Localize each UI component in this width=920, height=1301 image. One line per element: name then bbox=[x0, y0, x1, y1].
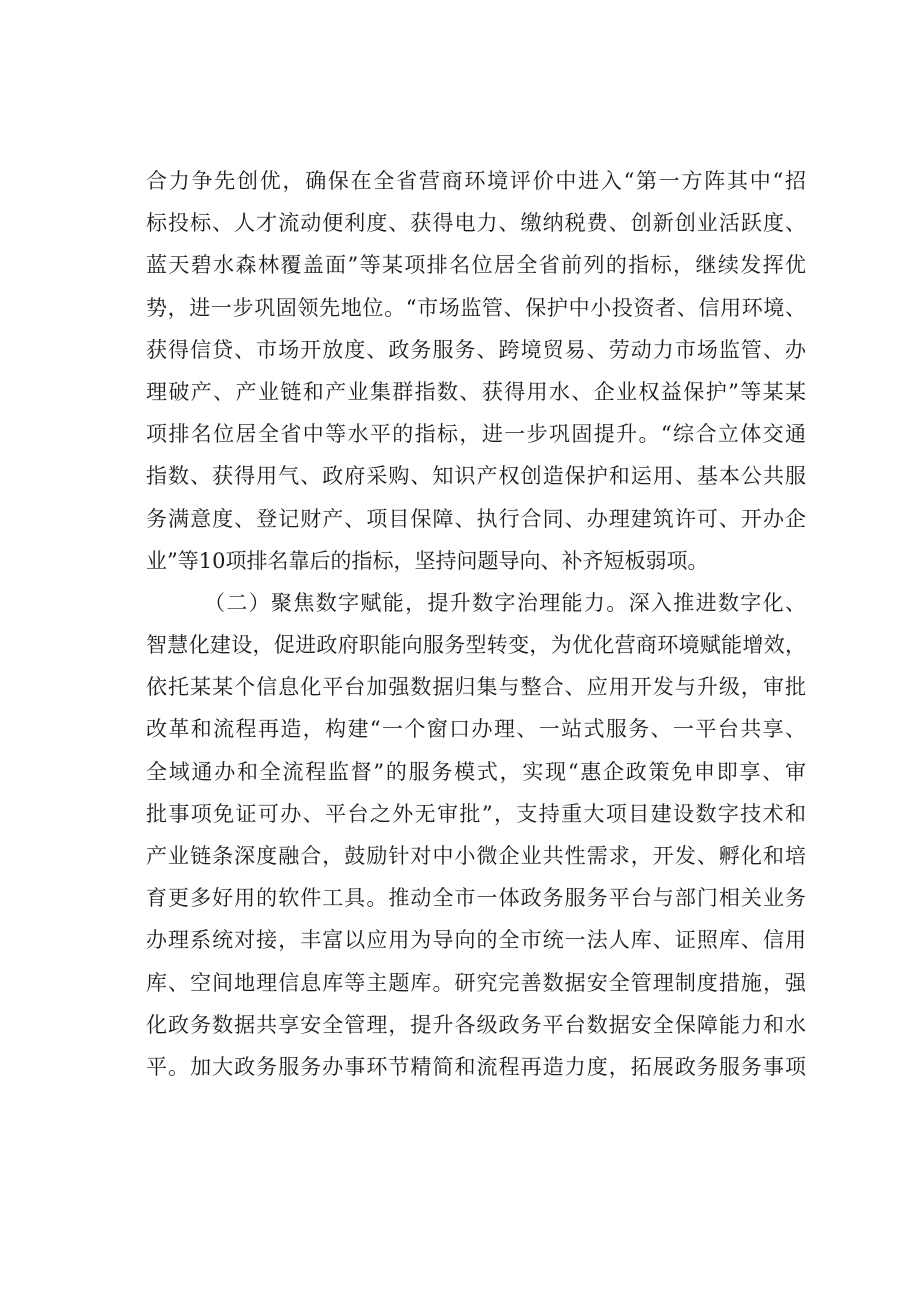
text-line: 批事项免证可办、平台之外无审批”，支持重大项目建设数字技术和 bbox=[146, 801, 806, 826]
text-line: 理破产、产业链和产业集群指数、获得用水、企业权益保护”等某某 bbox=[146, 379, 806, 404]
text-line: 育更多好用的软件工具。推动全市一体政务服务平台与部门相关业务 bbox=[146, 886, 806, 911]
text-line: 势，进一步巩固领先地位。“市场监管、保护中小投资者、信用环境、 bbox=[146, 295, 806, 320]
text-line: 标投标、人才流动便利度、获得电力、缴纳税费、创新创业活跃度、 bbox=[146, 211, 806, 236]
text-line: 合力争先创优，确保在全省营商环境评价中进入“第一方阵其中“招 bbox=[146, 169, 806, 193]
text-line: 平。加大政务服务办事环节精简和流程再造力度，拓展政务服务事项 bbox=[146, 1054, 806, 1079]
text-line: 指数、获得用气、政府采购、知识产权创造保护和运用、基本公共服 bbox=[146, 464, 806, 489]
section-heading-line: （二）聚焦数字赋能，提升数字治理能力。深入推进数字化、 bbox=[204, 590, 806, 615]
text-line: 改革和流程再造，构建“一个窗口办理、一站式服务、一平台共享、 bbox=[146, 717, 806, 742]
text-line: 全域通办和全流程监督”的服务模式，实现“惠企政策免申即享、审 bbox=[146, 759, 806, 784]
text-line: 化政务数据共享安全管理，提升各级政务平台数据安全保障能力和水 bbox=[146, 1012, 806, 1037]
text-line: 务满意度、登记财产、项目保障、执行合同、办理建筑许可、开办企 bbox=[146, 506, 806, 531]
text-line: 依托某某个信息化平台加强数据归集与整合、应用开发与升级，审批 bbox=[146, 675, 806, 700]
text-line: 业”等10项排名靠后的指标，坚持问题导向、补齐短板弱项。 bbox=[146, 548, 709, 573]
text-line: 办理系统对接，丰富以应用为导向的全市统一法人库、证照库、信用 bbox=[146, 928, 806, 953]
document-body bbox=[146, 160, 806, 1088]
text-line: 库、空间地理信息库等主题库。研究完善数据安全管理制度措施，强 bbox=[146, 970, 806, 995]
text-line: 项排名位居全省中等水平的指标，进一步巩固提升。“综合立体交通 bbox=[146, 422, 806, 447]
text-line: 获得信贷、市场开放度、政务服务、跨境贸易、劳动力市场监管、办 bbox=[146, 337, 806, 362]
text-line: 智慧化建设，促进政府职能向服务型转变，为优化营商环境赋能增效， bbox=[146, 633, 806, 658]
text-line: 蓝天碧水森林覆盖面”等某项排名位居全省前列的指标，继续发挥优 bbox=[146, 253, 806, 278]
text-line: 产业链条深度融合，鼓励针对中小微企业共性需求，开发、孵化和培 bbox=[146, 844, 806, 868]
